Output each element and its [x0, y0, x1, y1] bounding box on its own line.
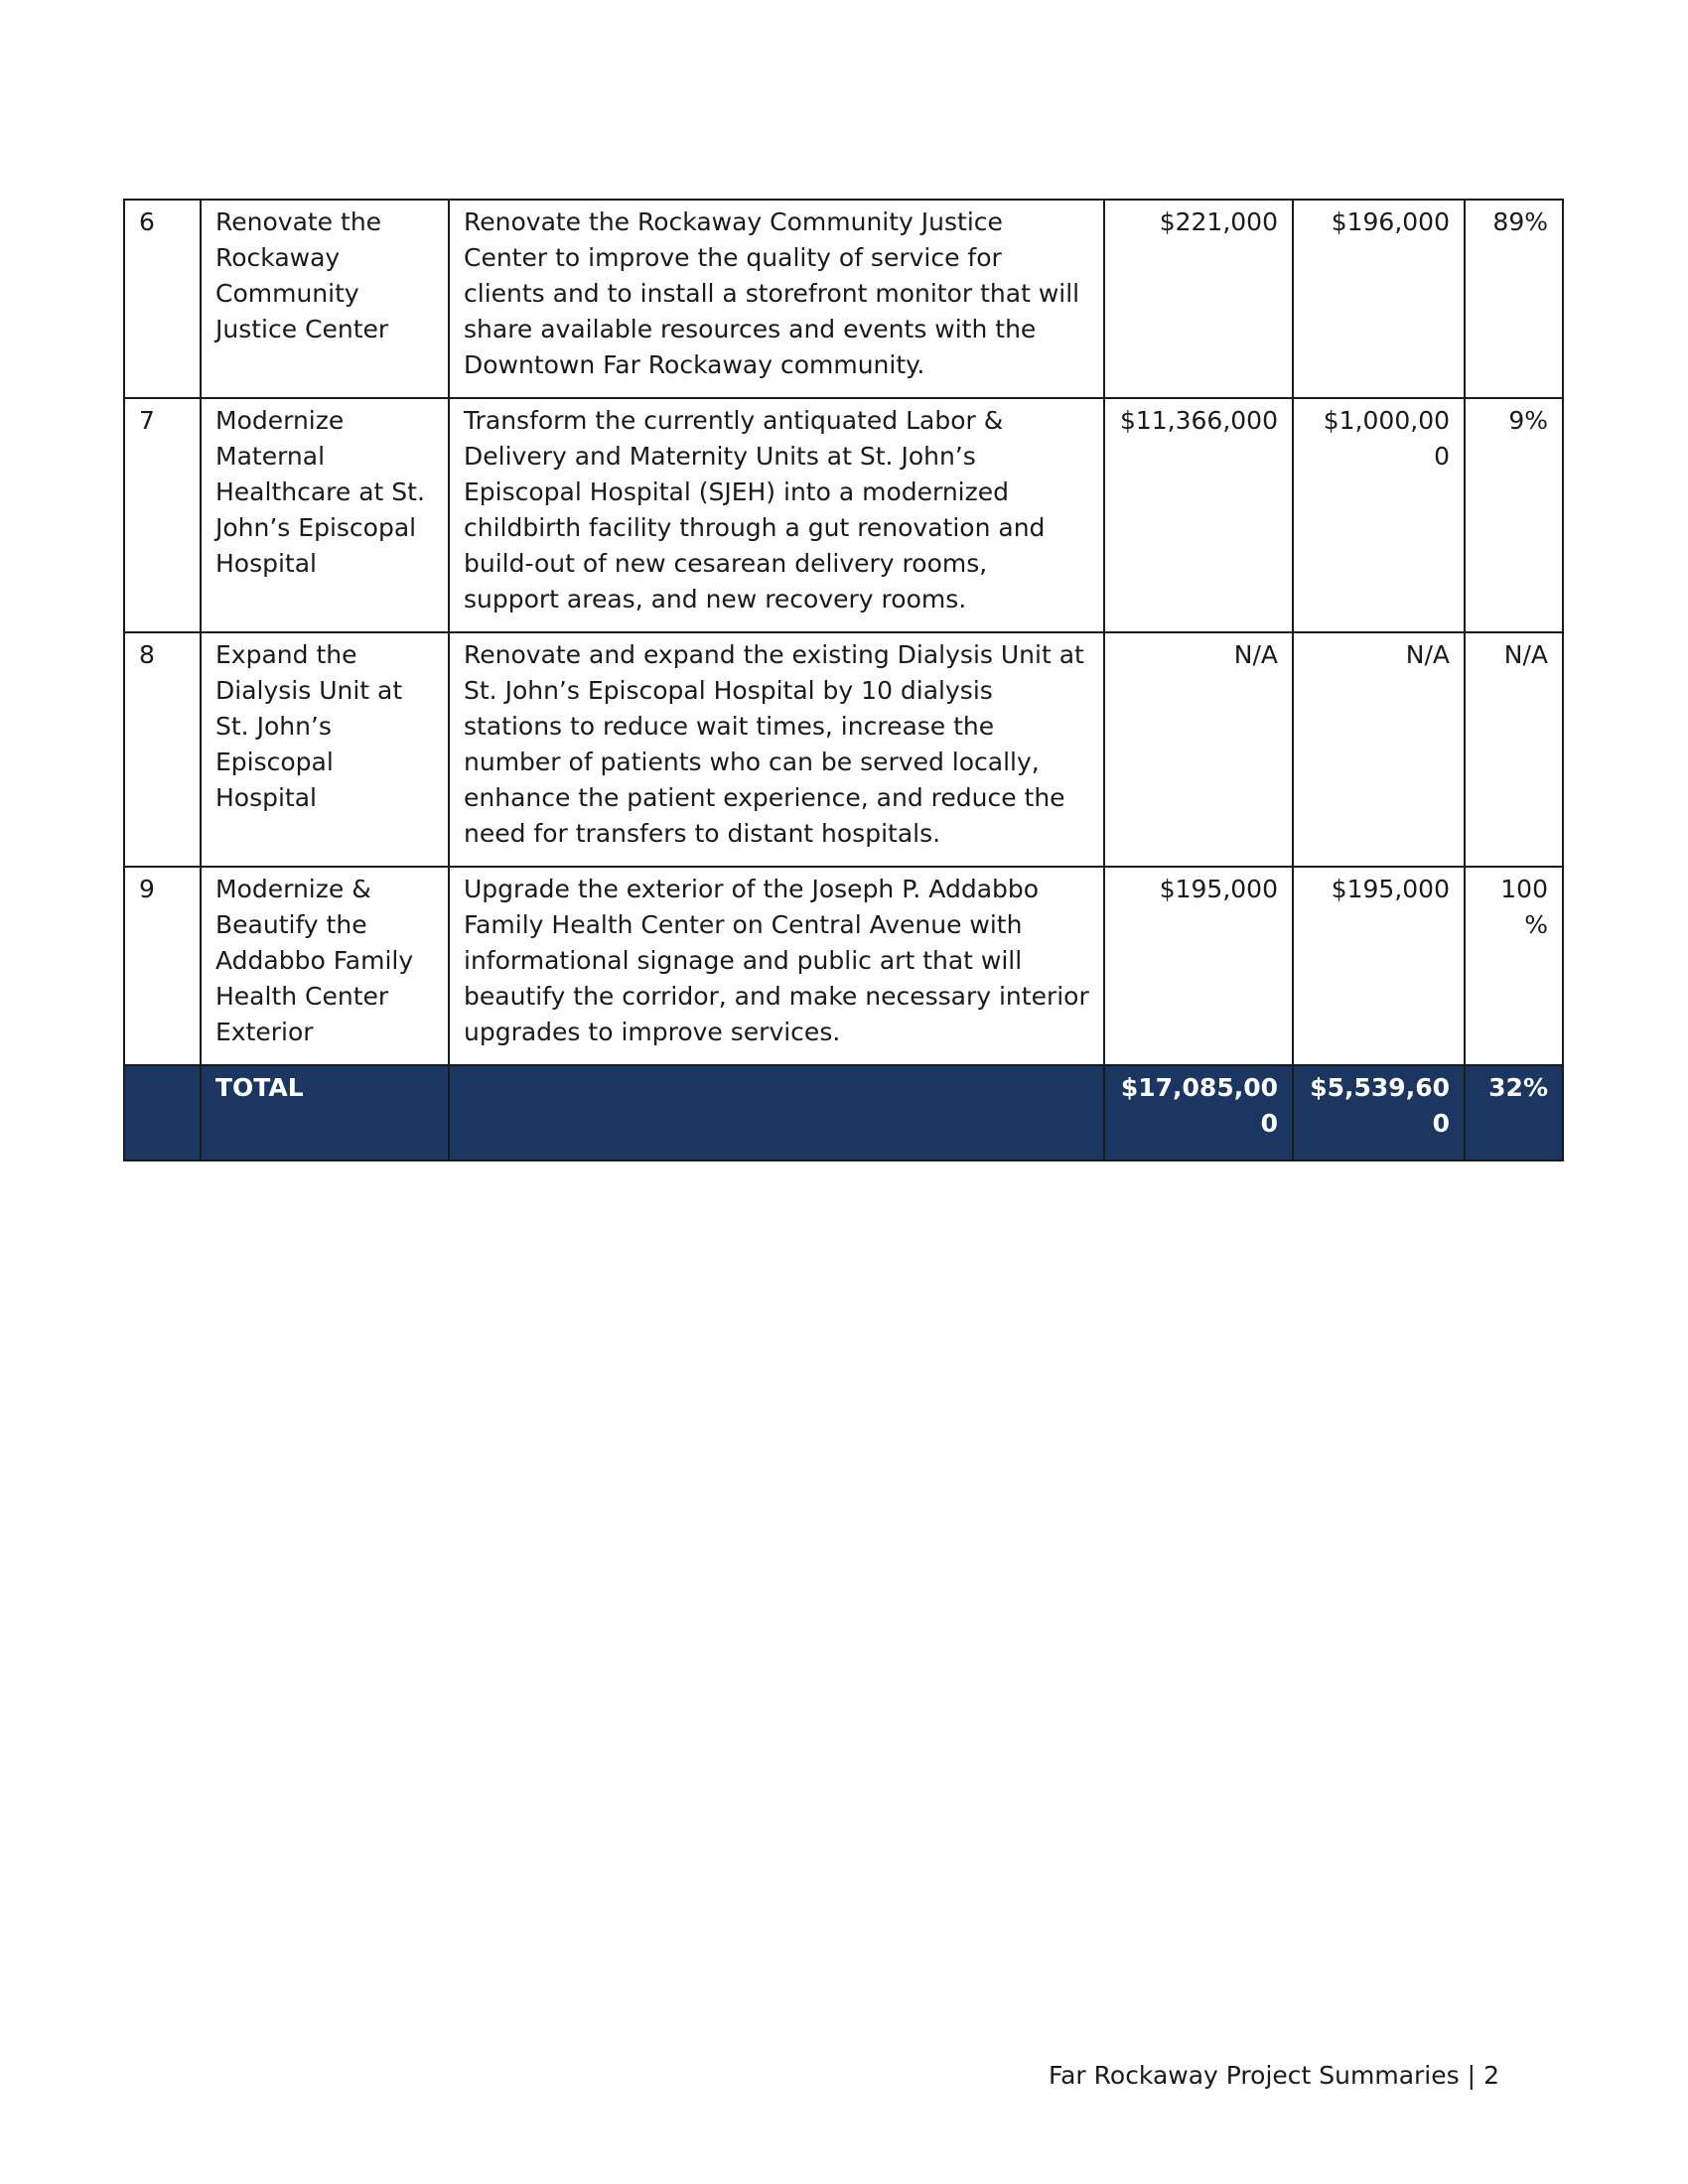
funding-percent: 89% [1465, 200, 1563, 398]
dri-funding-request-sum: $5,539,600 [1293, 1065, 1465, 1160]
project-summary-table [123, 199, 1564, 1161]
dri-funding-request: $1,000,000 [1293, 398, 1465, 632]
project-name: Modernize & Beautify the Addabbo Family Health Center Exterior [201, 867, 449, 1065]
table-row [124, 200, 1563, 398]
funding-percent: 9% [1465, 398, 1563, 632]
table-row [124, 632, 1563, 867]
project-description: Renovate and expand the existing Dialysis Unit at St. John’s Episcopal Hospital by 10 dialysis stations to reduce wait times, increase the number of patients who can be served locally, enhance the patient experience, and reduce the need for transfers to distant hospitals. [449, 632, 1104, 867]
project-description: Transform the currently antiquated Labor & Delivery and Maternity Units at St. John’s Episcopal Hospital (SJEH) into a modernized childbirth facility through a gut renovation and build-out of new cesarean delivery rooms, support areas, and new recovery rooms. [449, 398, 1104, 632]
project-description: Upgrade the exterior of the Joseph P. Addabbo Family Health Center on Central Avenue with informational signage and public art that will beautify the corridor, and make necessary interior upgrades to improve services. [449, 867, 1104, 1065]
footer-title: Far Rockaway Project Summaries [1049, 2061, 1460, 2090]
total-project-cost: $11,366,000 [1104, 398, 1293, 632]
total-project-cost: N/A [1104, 632, 1293, 867]
dri-funding-request: $195,000 [1293, 867, 1465, 1065]
funding-percent: N/A [1465, 632, 1563, 867]
total-number-cell [124, 1065, 201, 1160]
project-number: 7 [124, 398, 201, 632]
footer-separator: | [1467, 2061, 1477, 2090]
project-number: 9 [124, 867, 201, 1065]
table-row [124, 398, 1563, 632]
total-project-cost: $221,000 [1104, 200, 1293, 398]
project-name: Expand the Dialysis Unit at St. John’s Episcopal Hospital [201, 632, 449, 867]
project-name: Renovate the Rockaway Community Justice Center [201, 200, 449, 398]
project-description: Renovate the Rockaway Community Justice Center to improve the quality of service for clients and to install a storefront monitor that will share available resources and events with the Downtown Far Rockaway community. [449, 200, 1104, 398]
total-label: TOTAL [201, 1065, 449, 1160]
table-row [124, 867, 1563, 1065]
total-funding-percent: 32% [1465, 1065, 1563, 1160]
page-footer [1049, 2061, 1499, 2090]
dri-funding-request: N/A [1293, 632, 1465, 867]
total-project-cost: $195,000 [1104, 867, 1293, 1065]
project-number: 8 [124, 632, 201, 867]
total-row [124, 1065, 1563, 1160]
project-name: Modernize Maternal Healthcare at St. John’s Episcopal Hospital [201, 398, 449, 632]
total-project-cost-sum: $17,085,000 [1104, 1065, 1293, 1160]
funding-percent: 100% [1465, 867, 1563, 1065]
page-number: 2 [1483, 2061, 1499, 2090]
project-number: 6 [124, 200, 201, 398]
dri-funding-request: $196,000 [1293, 200, 1465, 398]
total-description-cell [449, 1065, 1104, 1160]
